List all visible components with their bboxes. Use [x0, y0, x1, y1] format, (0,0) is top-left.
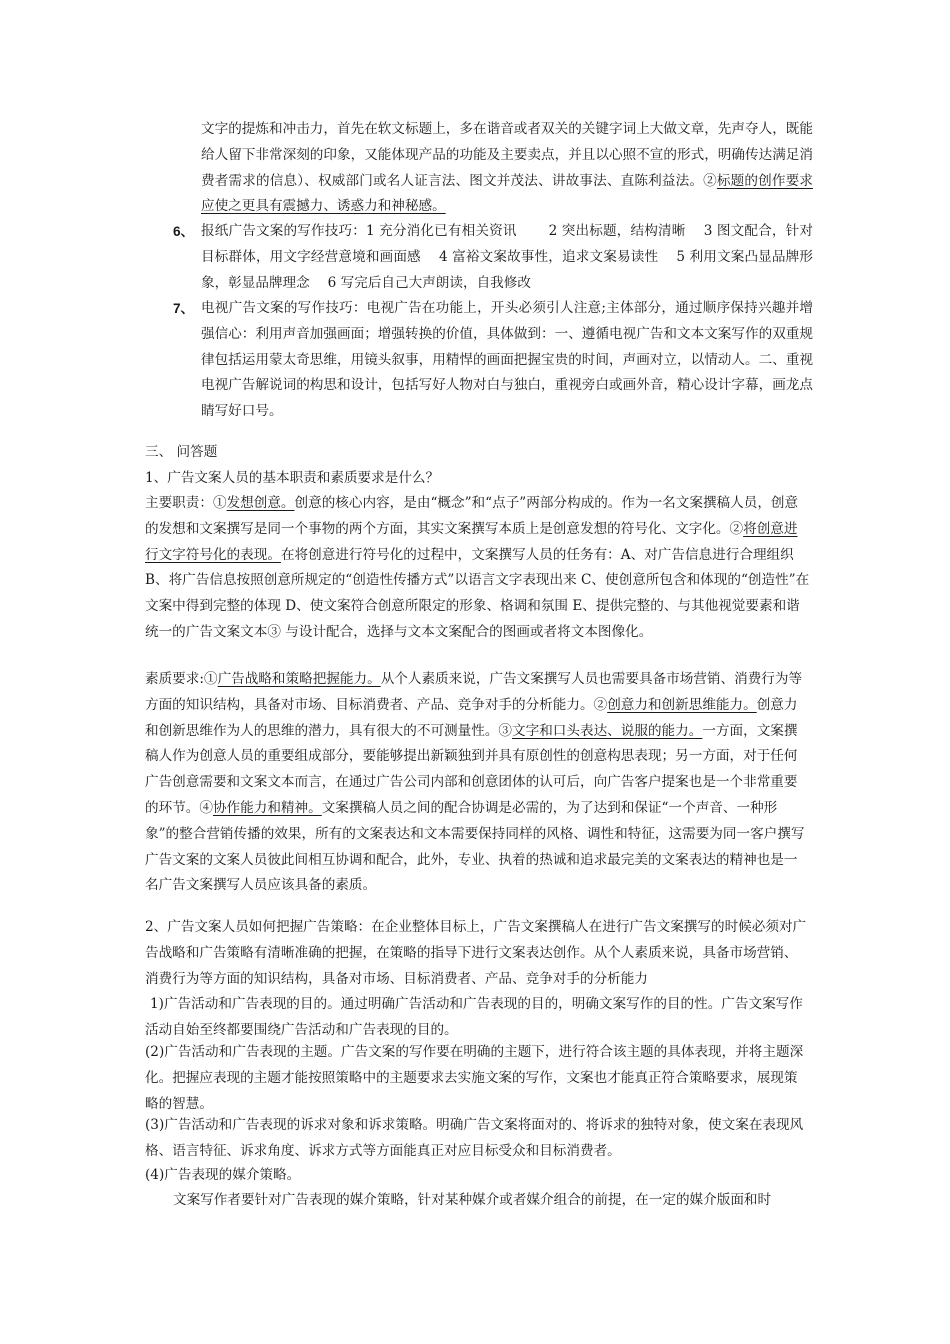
quality-u4: 协作能力和精神。 — [212, 799, 322, 816]
q2-intro: 2、广告文案人员如何把握广告策略：在企业整体目标上，广告文案撰稿人在进行广告文案撰写的时候必须对广告战略和广告策略有清晰准确的把握，在策略的指导下进行文案表达创作。从个人素质来说，具备市场营销、消费行为等方面的知识结构，具备对市场、目标消费者、产品、竞争对手的分析能力 — [145, 919, 807, 987]
q1-quality — [145, 667, 811, 899]
top-paragraph-text: 文字的提炼和冲击力，首先在软文标题上，多在谐音或者双关的关键字词上大做文章，先声夺人，既能给人留下非常深刻的印象，又能体现产品的功能及主要卖点，并且以心照不宣的形式，明确传达满足消费者需求的信息）、权威部门或名人证言法、图文并茂法、讲故事法、直陈利益法。② — [201, 121, 813, 189]
item6-text: 报纸广告文案的写作技巧：1 充分消化已有相关资讯 2 突出标题，结构清晰 3 图文配合，针对目标群体，用文字经营意境和画面感 4 富裕文案故事性，追求文案易读性 5 利用文案凸显品牌形象，彰显品牌理念 6 写完后自己大声朗读，自我修改 — [201, 223, 813, 291]
q2-p2: (2)广告活动和广告表现的主题。广告文案的写作要在明确的主题下，进行符合该主题的具体表现，并将主题深化。把握应表现的主题才能按照策略中的主题要求去实施文案的写作，文案也才能真正符合策略要求，展现策略的智慧。 — [145, 1044, 804, 1112]
quality-t2: 创意力和创新思维作为人的思维的潜力，具有很大的不可测量性。③ — [145, 696, 798, 739]
q1-duties — [145, 491, 811, 646]
quality-u3: 文字和口头表达、说服的能力。 — [512, 722, 703, 739]
q2-p1: 1)广告活动和广告表现的目的。通过明确广告活动和广告表现的目的，明确文案写作的目的性。广告文案写作活动自始至终都要围绕广告活动和广告表现的目的。 — [145, 996, 803, 1038]
quality-t1: 从个人素质来说，广告文案撰写人员也需要具备市场营销、消费行为等方面的知识结构，具备对市场、目标消费者、产品、竞争对手的分析能力。② — [145, 671, 803, 713]
duties-u2: 将创意进行文字符号化的表现。 — [145, 520, 798, 563]
q1-question: 1、广告文案人员的基本职责和素质要求是什么？ — [145, 470, 440, 486]
section-heading: 三、 问答题 — [145, 444, 218, 460]
duties-t1: 创意的核心内容，是由“概念”和“点子”两部分构成的。作为一名文案撰稿人员，创意的发想和文案撰写是同一个事物的两个方面，其实文案撰写本质上是创意发想的符号化、文字化。② — [145, 495, 799, 537]
item7-text: 电视广告文案的写作技巧：电视广告在功能上，开头必须引人注意;主体部分，通过顺序保持兴趣并增强信心：利用声音加强画面；增强转换的价值，具体做到：一、遵循电视广告和文本文案写作的双重规律包括运用蒙太奇思维，用镜头叙事，用精悍的画面把握宝贵的时间，声画对立，以情动人。二、重视电视广告解说词的构思和设计，包括写好人物对白与独白，重视旁白或画外音，精心设计字幕，画龙点睛写好口号。 — [201, 300, 813, 420]
quality-label: 素质要求:① — [145, 671, 218, 687]
q2-p4: (4)广告表现的媒介策略。 — [145, 1167, 301, 1183]
top-paragraph — [201, 117, 813, 220]
q2-p5: 文案写作者要针对广告表现的媒介策略，针对某种媒介或者媒介组合的前提，在一定的媒介版面和时 — [173, 1192, 772, 1208]
duties-u1: 发想创意。 — [226, 495, 295, 511]
duties-t2: 在将创意进行符号化的过程中，文案撰写人员的任务有：A、对广告信息进行合理组织 B、将广告信息按照创意所规定的“创造性传播方式”以语言文字表现出来 C、使创意所包含和体现的“创造性”在文案中得到完整的体现 D、使文案符合创意所限定的形象、格调和氛围 E、提供完整的、与其他视觉要素和谐统一的广告文案文本③ 与设计配合，选择与文本文案配合的图画或者将文本图像化。 — [145, 546, 810, 640]
quality-t3: 一方面，文案撰稿人作为创意人员的重要组成部分，要能够提出新颖独到并具有原创性的创意构思表现；另一方面，对于任何广告创意需要和文案文本而言，在通过广告公司内部和创意团体的认可后，向广告客户提案也是一个非常重要的环节。④ — [145, 722, 798, 816]
item6-number: 6、 — [173, 224, 195, 239]
q2-p3: (3)广告活动和广告表现的诉求对象和诉求策略。明确广告文案将面对的、将诉求的独特对象，使文案在表现风格、语言特征、诉求角度、诉求方式等方面能真正对应目标受众和目标消费者。 — [145, 1117, 804, 1159]
quality-u1: 广告战略和策略把握能力。 — [217, 671, 381, 687]
top-paragraph-underlined: 标题的创作要求应使之更具有震撼力、诱惑力和神秘感。 — [201, 172, 813, 215]
quality-t4: 文案撰稿人员之间的配合协调是必需的，为了达到和保证“一个声音、一种形象”的整合营销传播的效果，所有的文案表达和文本需要保持同样的风格、调性和特征，这需要为同一客户撰写广告文案的文案人员彼此间相互协调和配合，此外，专业、执着的热诚和追求最完美的文案表达的精神也是一名广告文案撰写人员应该具备的素质。 — [145, 799, 805, 894]
quality-u2: 创意力和创新思维能力。 — [607, 696, 757, 713]
duties-label: 主要职责：① — [145, 495, 227, 511]
item7-number: 7、 — [173, 301, 195, 316]
